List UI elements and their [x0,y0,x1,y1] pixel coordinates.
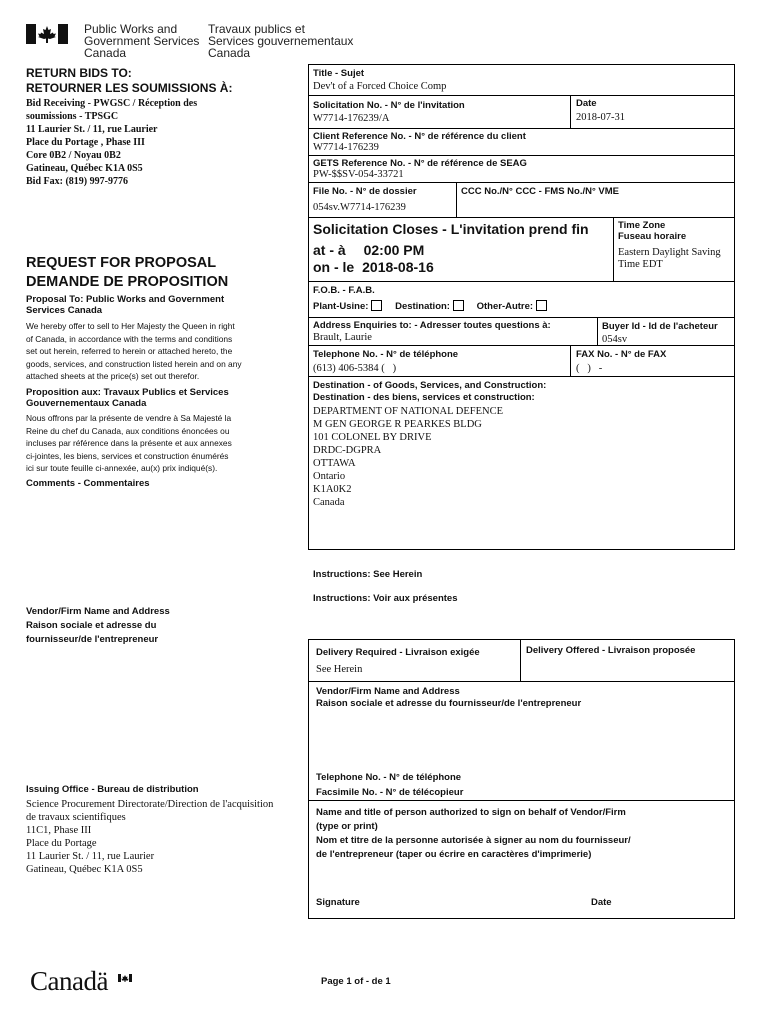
signature-label: Signature [316,897,360,908]
rfp-title: REQUEST FOR PROPOSAL DEMANDE DE PROPOSITION [26,255,229,290]
plant-checkbox[interactable] [371,300,382,311]
solicitation-no-label: Solicitation No. - N° de l'invitation [313,100,465,111]
client-ref-label: Client Reference No. - N° de référence du client [313,131,526,142]
delivery-required-label: Delivery Required - Livraison exigée [316,647,480,658]
buyer-id-value: 054sv [602,334,628,345]
date-label: Date [576,98,597,109]
address-enquiries-label: Address Enquiries to: - Adresser toutes questions à: [313,320,551,331]
closing-time-row [313,242,424,258]
fob-label: F.O.B. - F.A.B. [313,285,375,296]
file-no-label: File No. - N° de dossier [313,186,417,197]
address-enquiries-value: Brault, Laurie [313,332,372,343]
gets-ref-value: PW-$$SV-054-33721 [313,169,404,180]
proposal-to-fr: Proposition aux: Travaux Publics et Services Gouvernementaux Canada [26,387,229,409]
authorized-person-field[interactable] [312,864,732,892]
page-number: Page 1 of - de 1 [321,976,391,987]
client-ref-value: W7714-176239 [313,142,379,153]
canada-wordmark: Canadä [30,966,108,996]
department-name-en: Public Works and Government Services Canada [84,22,200,60]
telephone-value: (613) 406-5384 ( ) [313,363,397,374]
time-zone-label: Time Zone Fuseau horaire [618,220,687,242]
buyer-id-label: Buyer Id - Id de l'acheteur [602,321,718,332]
time-zone-value: Eastern Daylight Saving Time EDT [618,247,721,270]
return-bids-title: RETURN BIDS TO: RETOURNER LES SOUMISSIONS À: [26,66,233,95]
comments-label: Comments - Commentaires [26,478,150,489]
issuing-office-address: Science Procurement Directorate/Direction de l'acquisition de travaux scientifiques 11C1, Phase III Place du Portage 11 Laurier St. / 11, rue Laurier Gatineau, Québec K1A 0S5 [26,799,274,875]
delivery-required-value: See Herein [316,664,363,675]
fax-label: FAX No. - N° de FAX [576,349,667,360]
closing-date-row [313,259,434,275]
title-label: Title - Sujet [313,68,365,79]
at-label: at - à [313,242,346,258]
delivery-offered-field[interactable] [522,658,732,679]
offer-text-en: We hereby offer to sell to Her Majesty the Queen in right of Canada, in accordance with the terms and conditions set out herein, referred to herein or attached hereto, the goods, services, and construction listed herein and on any attached sheets at the price(s) set out therefor. [26,321,242,381]
offer-text-fr: Nous offrons par la présente de vendre à Sa Majesté la Reine du chef du Canada, aux conditions énoncées ou incluses par référence dans la présente et aux annexes ci-jointes, les biens, services et construction énumérés ici sur toute feuille ci-annexée, au(x) prix indiqué(s). [26,413,232,473]
destination-address: DEPARTMENT OF NATIONAL DEFENCE M GEN GEORGE R PEARKES BLDG 101 COLONEL BY DRIVE DRDC-DGPRA OTTAWA Ontario K1A0K2 Canada [313,406,504,508]
closing-date-value: 2018-08-16 [362,259,434,275]
vendor-name-field[interactable] [312,712,732,767]
proposal-to-en: Proposal To: Public Works and Government Services Canada [26,294,225,316]
instructions-en: Instructions: See Herein [313,569,423,580]
government-flag-logo [26,24,68,44]
on-label: on - le [313,259,355,275]
instructions-fr: Instructions: Voir aux présentes [313,593,458,604]
fob-options: Plant-Usine: Destination: Other-Autre: [313,300,547,312]
fax-value: ( ) - [576,363,603,374]
vendor-name-label: Vendor/Firm Name and Address Raison sociale et adresse du fournisseur/de l'entrepreneur [316,686,582,709]
destination-label: Destination - of Goods, Services, and Construction: Destination - des biens, services et construction: [313,380,547,403]
title-value: Dev't of a Forced Choice Comp [313,81,447,92]
telephone-label: Telephone No. - N° de téléphone [313,349,459,360]
ccc-no-label: CCC No./N° CCC - FMS No./N° VME [461,186,620,197]
destination-checkbox[interactable] [453,300,464,311]
vendor-facsimile-label: Facsimile No. - N° de télécopieur [316,787,464,798]
other-checkbox[interactable] [536,300,547,311]
file-no-value: 054sv.W7714-176239 [313,202,406,213]
department-name-fr: Travaux publics et Services gouvernementaux Canada [208,22,354,60]
date-value: 2018-07-31 [576,112,625,123]
closing-time-value: 02:00 PM [363,242,425,258]
return-bids-address: Bid Receiving - PWGSC / Réception des soumissions - TPSGC 11 Laurier St. / 11, rue Laurier Place du Portage , Phase III Core 0B2 / Noyau 0B2 Gatineau, Québec K1A 0S5 Bid Fax: (819) 997-9776 [26,98,198,187]
solicitation-closes-title: Solicitation Closes - L'invitation prend fin [313,221,589,237]
gets-ref-label: GETS Reference No. - N° de référence de SEAG [313,158,527,169]
issuing-office-label: Issuing Office - Bureau de distribution [26,784,199,795]
vendor-telephone-label: Telephone No. - N° de téléphone [316,772,462,783]
canada-wordmark-flag [118,969,132,977]
solicitation-no-value: W7714-176239/A [313,113,390,124]
signature-date-label: Date [591,897,612,908]
vendor-left-label: Vendor/Firm Name and Address Raison sociale et adresse du fournisseur/de l'entrepreneur [26,606,170,645]
authorized-person-label: Name and title of person authorized to sign on behalf of Vendor/Firm (type or print) Nom et titre de la personne autorisée à signer au nom du fournisseur/ de l'entrepreneur (taper ou écrire en caractères d'imprimerie) [316,807,631,860]
delivery-offered-label: Delivery Offered - Livraison proposée [526,645,696,656]
